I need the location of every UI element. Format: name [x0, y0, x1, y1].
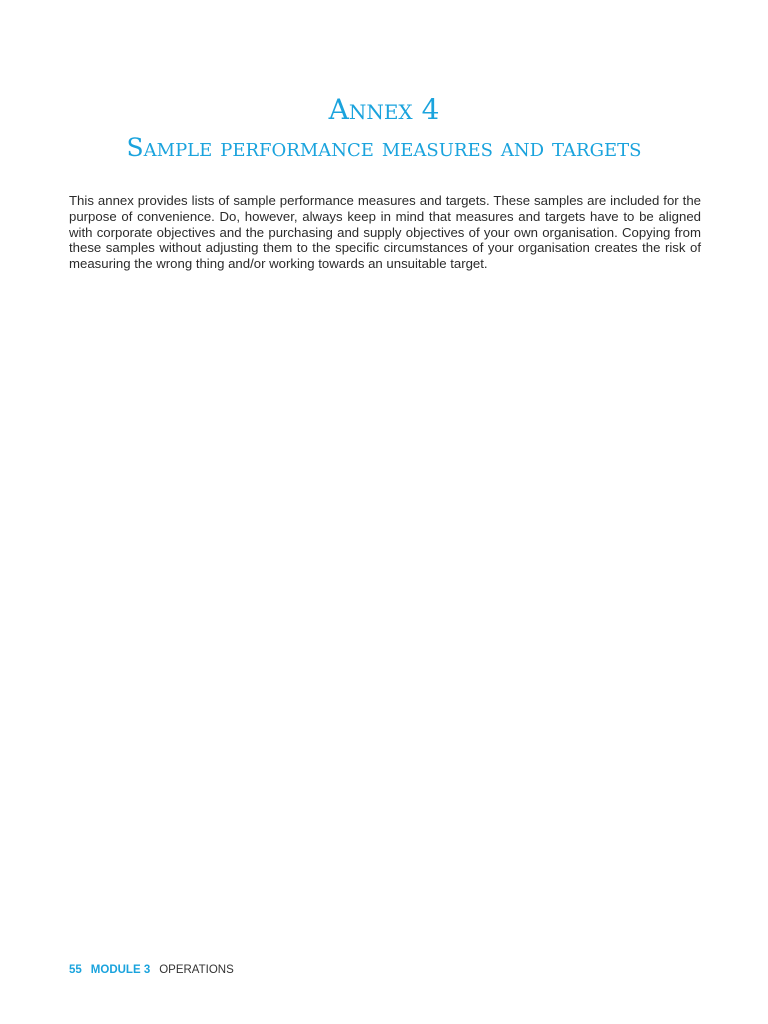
intro-paragraph: This annex provides lists of sample performance measures and targets. These samples are included for the purpose of convenience. Do, however, always keep in mind that measures and targets have to be aligned with corporate objectives and the purchasing and supply objectives of your own organisation. Copying from these samples without adjusting them to the specific circumstances of your organisation creates the risk of measuring the wrong thing and/or working towards an unsuitable target. [69, 193, 701, 272]
annex-heading: Annex 4 [328, 93, 440, 126]
page-footer [69, 963, 234, 977]
footer-module-label: MODULE 3 [90, 964, 151, 976]
page-title: Sample performance measures and targets [126, 133, 642, 162]
footer-section-label: OPERATIONS [159, 964, 234, 976]
page-number: 55 [69, 964, 82, 976]
